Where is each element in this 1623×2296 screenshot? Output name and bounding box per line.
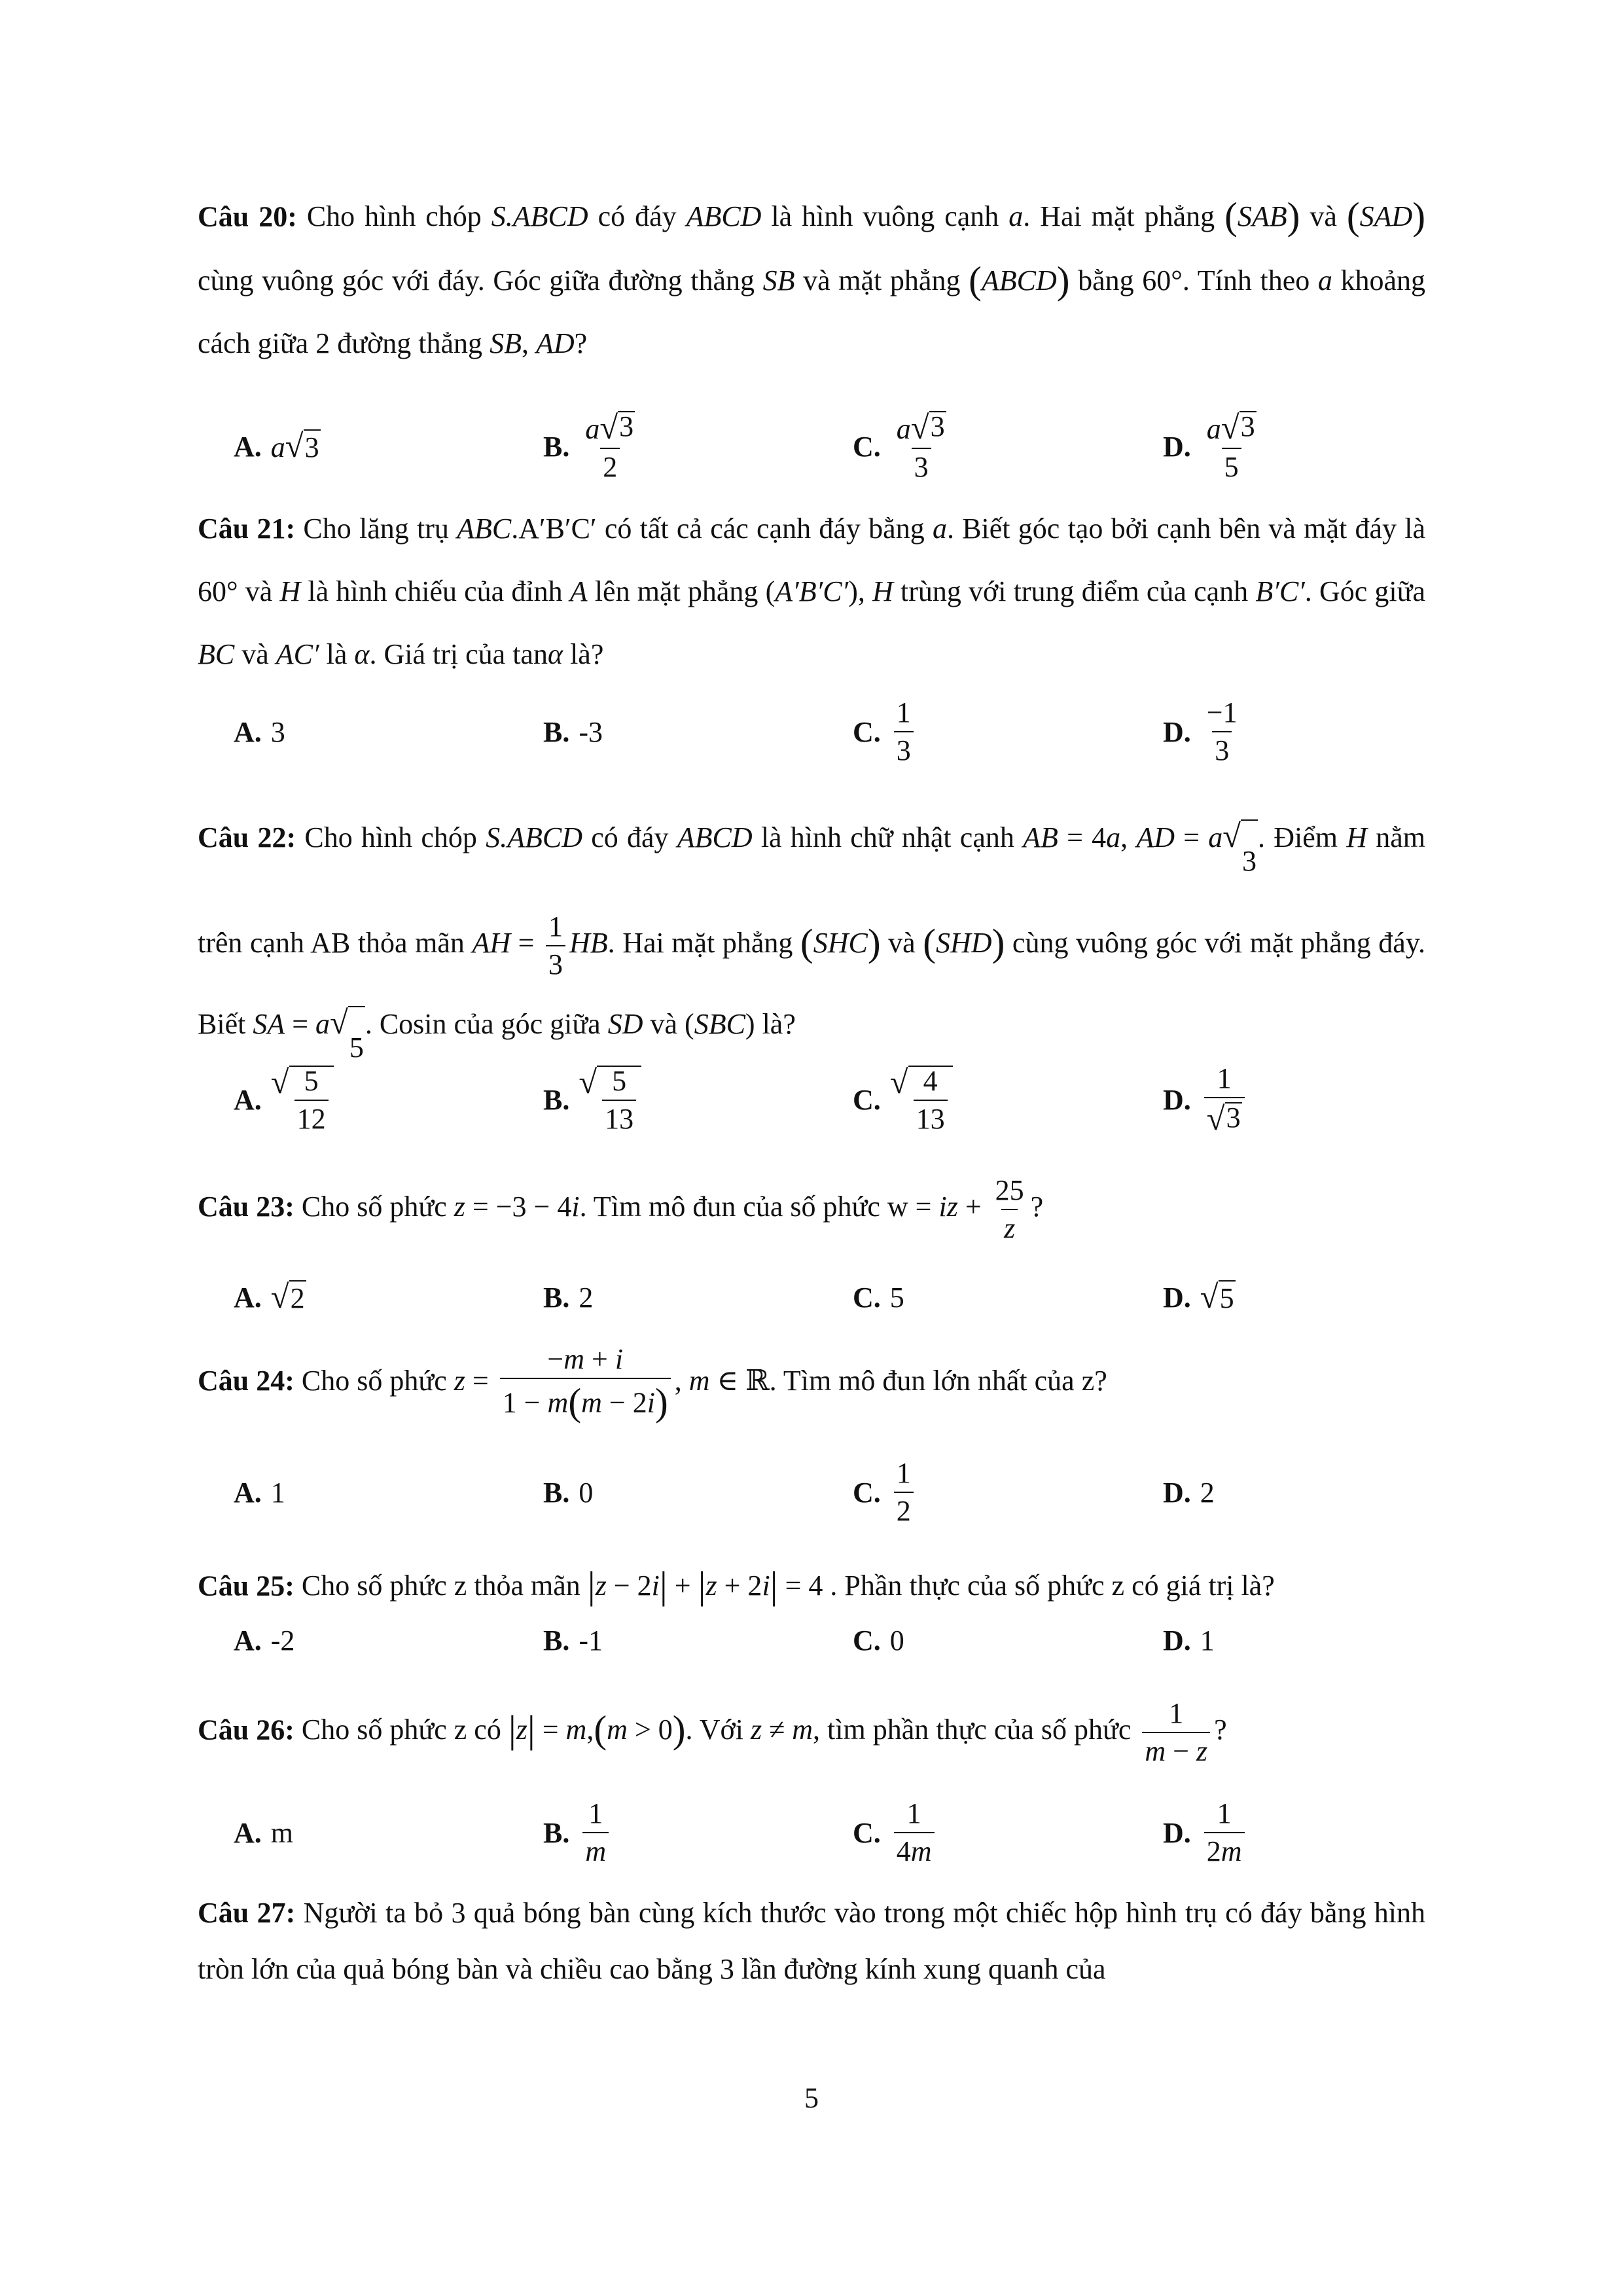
question-label: Câu 22:: [198, 821, 296, 853]
option-b: [543, 1054, 641, 1145]
option-value: 1: [270, 1476, 285, 1509]
option-b: [543, 686, 603, 778]
option-letter: C.: [853, 715, 881, 748]
option-a: [234, 1251, 306, 1343]
question-stem: Cho số phức z = −3 − 4i. Tìm mô đun của số phức w = iz + $\frac{25}{z}$ ?: [301, 1174, 1044, 1244]
option-value: $\frac{1}{2m}$: [1200, 1799, 1249, 1866]
option-value: 0: [889, 1624, 904, 1657]
question-20-options: [234, 401, 1477, 492]
option-letter: A.: [234, 1816, 262, 1849]
option-value: $\frac{1}{4m}$: [890, 1799, 938, 1866]
option-d: [1163, 686, 1244, 778]
question-21-options: [234, 686, 1477, 778]
option-d: [1163, 1787, 1249, 1878]
option-value: √ $\frac{4}{13}$: [890, 1066, 953, 1134]
question-stem: Cho số phức z = $\frac{-m + i}{1 - m(m - 2i)}$ , m ∈ ℝ. Tìm mô đun lớn nhất của z?: [301, 1343, 1107, 1424]
option-letter: B.: [543, 1476, 570, 1509]
option-value: m: [270, 1816, 294, 1849]
option-letter: D.: [1163, 1476, 1191, 1509]
question-20: [198, 185, 1425, 375]
question-26: [198, 1689, 1425, 1770]
option-value: 2: [579, 1281, 594, 1314]
question-label: Câu 27:: [198, 1897, 296, 1929]
option-c: [853, 1607, 904, 1673]
option-a: [234, 1787, 293, 1878]
option-letter: A.: [234, 430, 262, 463]
option-letter: B.: [543, 1281, 570, 1314]
option-letter: A.: [234, 1476, 262, 1509]
option-value: $\frac{1}{m}$: [579, 1799, 613, 1866]
question-stem: Cho hình chóp S.ABCD có đáy ABCD là hình vuông cạnh a. Hai mặt phẳng (SAB) và (SAD) cùng vuông góc với đáy. Góc giữa đường thẳng SB và mặt phẳng (ABCD) bằng 60°. Tính theo a khoảng cách giữa 2 đường thẳng SB, AD?: [198, 194, 1426, 359]
question-24: [198, 1335, 1425, 1427]
option-value: √ 5: [1200, 1278, 1234, 1315]
option-value: 0: [579, 1476, 594, 1509]
option-a: [234, 1054, 334, 1145]
question-stem: Cho số phức z có |z| = m,(m > 0). Với z ≠ m, tìm phần thực của số phức $\frac{1}{m - z}$ ?: [301, 1697, 1227, 1768]
option-value: a √ 3: [270, 427, 319, 464]
option-letter: C.: [853, 1624, 881, 1657]
question-22: [198, 797, 1425, 1088]
option-d: [1163, 1251, 1236, 1343]
option-letter: B.: [543, 715, 570, 748]
option-letter: D.: [1163, 430, 1191, 463]
question-26-options: [234, 1787, 1477, 1878]
option-c: [853, 1446, 918, 1538]
option-letter: B.: [543, 430, 570, 463]
option-letter: A.: [234, 1624, 262, 1657]
option-value: -1: [579, 1624, 603, 1657]
option-letter: A.: [234, 1281, 262, 1314]
question-label: Câu 26:: [198, 1713, 294, 1746]
option-value: a √ 3 2: [585, 408, 634, 484]
question-23-options: [234, 1251, 1477, 1343]
option-letter: A.: [234, 1083, 262, 1116]
option-letter: C.: [853, 430, 881, 463]
option-letter: C.: [853, 1083, 881, 1116]
option-value: a √ 3 3: [896, 408, 945, 484]
option-value: a √ 3 5: [1206, 408, 1255, 484]
option-c: [853, 1787, 938, 1878]
option-c: [853, 686, 918, 778]
option-letter: D.: [1163, 1281, 1191, 1314]
question-24-options: [234, 1446, 1477, 1538]
option-letter: B.: [543, 1624, 570, 1657]
question-stem: Cho hình chóp S.ABCD có đáy ABCD là hình chữ nhật cạnh AB = 4a, AD = a √ 3 . Điểm H nằm trên cạnh AB thỏa mãn AH = $\frac{1}{3}$ HB. Hai mặt phẳng (SHC) và (SHD) cùng vuông góc với mặt phẳng đáy. Biết SA = a √ 5 . Cosin của góc giữa SD và (SBC) là?: [198, 821, 1425, 1040]
option-letter: D.: [1163, 1624, 1191, 1657]
option-value: $\frac{-1}{3}$: [1206, 696, 1238, 766]
question-27: [198, 1885, 1425, 1998]
option-a: [234, 401, 321, 492]
option-value: √ $\frac{5}{13}$: [579, 1066, 641, 1134]
question-23: [198, 1166, 1425, 1247]
option-letter: C.: [853, 1816, 881, 1849]
option-letter: D.: [1163, 1816, 1191, 1849]
question-label: Câu 24:: [198, 1365, 294, 1397]
question-label: Câu 23:: [198, 1191, 294, 1223]
question-label: Câu 20:: [198, 200, 297, 233]
option-d: [1163, 1607, 1215, 1673]
page-number: 5: [804, 2082, 819, 2114]
option-value: $\frac{1}{3}$: [890, 698, 918, 765]
option-value: -2: [270, 1624, 295, 1657]
option-a: [234, 686, 285, 778]
option-value: 1 √ 3: [1200, 1064, 1249, 1136]
question-stem: Người ta bỏ 3 quả bóng bàn cùng kích thước vào trong một chiếc hộp hình trụ có đáy bằng hình tròn lớn của quả bóng bàn và chiều cao bằng 3 lần đường kính xung quanh của: [198, 1897, 1426, 1985]
option-c: [853, 1054, 953, 1145]
option-letter: C.: [853, 1476, 881, 1509]
option-c: [853, 401, 953, 492]
question-stem: Cho số phức z thỏa mãn |z − 2i| + |z + 2i| = 4 . Phần thực của số phức z có giá trị là?: [301, 1564, 1275, 1607]
question-label: Câu 25:: [198, 1570, 294, 1602]
option-d: [1163, 1054, 1249, 1145]
question-label: Câu 21:: [198, 512, 296, 545]
option-letter: C.: [853, 1281, 881, 1314]
option-a: [234, 1446, 285, 1538]
option-b: [543, 1446, 593, 1538]
option-letter: B.: [543, 1816, 570, 1849]
option-value: -3: [579, 715, 603, 748]
option-value: 1: [1200, 1624, 1215, 1657]
option-value: 2: [1200, 1476, 1215, 1509]
option-value: $\frac{1}{2}$: [890, 1459, 918, 1526]
option-a: [234, 1607, 294, 1673]
question-22-options: [234, 1054, 1477, 1145]
question-25-options: [234, 1607, 1477, 1673]
option-d: [1163, 1446, 1215, 1538]
option-c: [853, 1251, 904, 1343]
option-b: [543, 1787, 613, 1878]
option-value: √ 2: [270, 1278, 305, 1315]
option-value: √ $\frac{5}{12}$: [271, 1066, 334, 1134]
option-value: 5: [889, 1281, 904, 1314]
option-b: [543, 1251, 593, 1343]
question-stem: Cho lăng trụ ABC.A′B′C′ có tất cả các cạnh đáy bằng a. Biết góc tạo bởi cạnh bên và mặt đáy là 60° và H là hình chiếu của đỉnh A lên mặt phẳng (A′B′C′), H trùng với trung điểm của cạnh B′C′. Góc giữa BC và AC′ là α. Giá trị của tanα là?: [198, 512, 1426, 670]
option-d: [1163, 401, 1263, 492]
option-letter: D.: [1163, 1083, 1191, 1116]
option-b: [543, 1607, 603, 1673]
option-letter: A.: [234, 715, 262, 748]
question-21: [198, 497, 1425, 686]
option-letter: D.: [1163, 715, 1191, 748]
option-b: [543, 401, 641, 492]
option-letter: B.: [543, 1083, 570, 1116]
option-value: 3: [270, 715, 285, 748]
